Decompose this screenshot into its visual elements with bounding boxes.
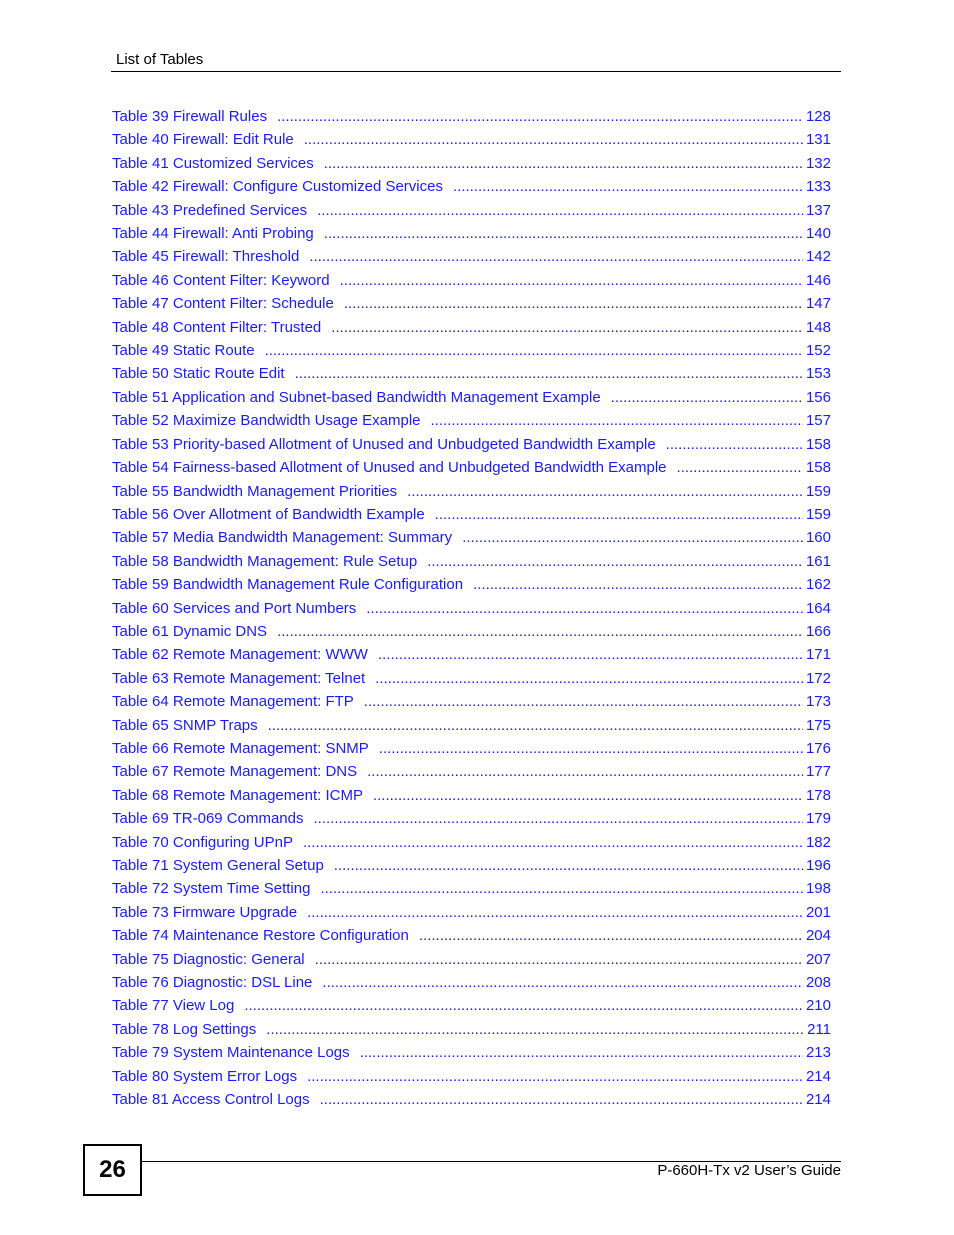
toc-dot-leader — [320, 1088, 803, 1111]
toc-dot-leader — [266, 1018, 804, 1041]
toc-entry-title[interactable]: Table 55 Bandwidth Management Priorities — [112, 482, 398, 500]
toc-entry[interactable] — [112, 1018, 831, 1041]
toc-entry[interactable] — [112, 105, 831, 128]
toc-dot-leader — [453, 175, 803, 198]
toc-dot-leader — [244, 994, 803, 1017]
toc-entry[interactable] — [112, 175, 831, 198]
toc-dot-leader — [307, 901, 803, 924]
toc-dot-leader — [431, 409, 803, 432]
toc-entry-title[interactable]: Table 56 Over Allotment of Bandwidth Example — [112, 505, 425, 523]
toc-entry-page[interactable]: 213 — [805, 1044, 831, 1062]
toc-entry-page[interactable]: 179 — [805, 810, 831, 828]
toc-entry[interactable] — [112, 971, 831, 994]
toc-entry-page[interactable]: 159 — [805, 482, 831, 500]
toc-entry[interactable] — [112, 339, 831, 362]
toc-entry-title[interactable]: Table 48 Content Filter: Trusted — [112, 318, 322, 336]
toc-dot-leader — [367, 760, 803, 783]
toc-entry-page[interactable]: 132 — [805, 154, 831, 172]
toc-entry[interactable] — [112, 269, 831, 292]
toc-entry-page[interactable]: 196 — [805, 857, 831, 874]
toc-entry-title[interactable]: Table 75 Diagnostic: General — [112, 950, 305, 968]
toc-entry[interactable] — [112, 901, 831, 924]
toc-entry-title[interactable]: Table 64 Remote Management: FTP — [112, 693, 354, 711]
toc-entry[interactable] — [112, 128, 831, 151]
toc-entry-page[interactable]: 171 — [805, 646, 831, 664]
toc-entry[interactable] — [112, 643, 831, 666]
toc-entry[interactable] — [112, 386, 831, 409]
toc-dot-leader — [324, 222, 803, 245]
toc-dot-leader — [407, 480, 803, 503]
toc-entry[interactable] — [112, 550, 831, 573]
toc-entry-page[interactable]: 140 — [805, 225, 831, 243]
toc-dot-leader — [427, 550, 803, 573]
toc-dot-leader — [473, 573, 803, 596]
toc-dot-leader — [375, 667, 803, 690]
toc-entry-page[interactable]: 160 — [805, 529, 831, 547]
toc-entry-title[interactable]: Table 47 Content Filter: Schedule — [112, 295, 334, 313]
toc-entry-title[interactable]: Table 70 Configuring UPnP — [112, 833, 293, 851]
toc-entry-page[interactable]: 164 — [805, 599, 831, 617]
toc-entry[interactable] — [112, 222, 831, 245]
toc-dot-leader — [324, 152, 803, 175]
toc-entry[interactable] — [112, 667, 831, 690]
toc-dot-leader — [379, 737, 803, 760]
toc-entry-page[interactable]: 214 — [805, 1091, 831, 1109]
toc-entry[interactable] — [112, 877, 831, 900]
toc-entry-page[interactable]: 207 — [805, 950, 831, 968]
toc-dot-leader — [373, 784, 803, 807]
list-of-tables — [112, 105, 831, 1111]
toc-dot-leader — [320, 877, 803, 900]
toc-dot-leader — [611, 386, 803, 409]
toc-entry-title[interactable]: Table 59 Bandwidth Management Rule Configuration — [112, 576, 464, 594]
toc-entry-title[interactable]: Table 67 Remote Management: DNS — [112, 763, 358, 781]
toc-entry-page[interactable]: 159 — [805, 505, 831, 523]
toc-entry-page[interactable]: 153 — [805, 365, 831, 383]
toc-entry[interactable] — [112, 573, 831, 596]
toc-entry[interactable] — [112, 807, 831, 830]
toc-entry-title[interactable]: Table 53 Priority-based Allotment of Unused and Unbudgeted Bandwidth Example — [112, 435, 656, 453]
toc-dot-leader — [268, 714, 803, 737]
toc-entry[interactable] — [112, 362, 831, 385]
toc-dot-leader — [277, 620, 803, 643]
toc-entry[interactable] — [112, 714, 831, 737]
toc-dot-leader — [313, 807, 802, 830]
toc-entry-page[interactable]: 128 — [805, 108, 831, 125]
toc-dot-leader — [322, 971, 803, 994]
toc-entry-title[interactable]: Table 68 Remote Management: ICMP — [112, 786, 363, 804]
toc-entry[interactable] — [112, 831, 831, 854]
toc-entry[interactable] — [112, 760, 831, 783]
toc-entry-title[interactable]: Table 62 Remote Management: WWW — [112, 646, 368, 664]
toc-dot-leader — [277, 105, 803, 128]
toc-entry-page[interactable]: 210 — [805, 997, 831, 1015]
toc-entry-page[interactable]: 177 — [805, 763, 831, 781]
toc-entry-title[interactable]: Table 73 Firmware Upgrade — [112, 903, 298, 921]
toc-entry[interactable] — [112, 152, 831, 175]
toc-dot-leader — [265, 339, 803, 362]
toc-entry-page[interactable]: 158 — [805, 459, 831, 477]
toc-entry-page[interactable]: 172 — [805, 669, 831, 687]
toc-entry-page[interactable]: 156 — [805, 388, 831, 406]
toc-entry-page[interactable]: 178 — [805, 786, 831, 804]
toc-entry-page[interactable]: 147 — [805, 295, 831, 313]
toc-entry[interactable] — [112, 1065, 831, 1088]
toc-entry[interactable] — [112, 292, 831, 315]
toc-entry-title[interactable]: Table 61 Dynamic DNS — [112, 622, 268, 640]
toc-dot-leader — [315, 948, 803, 971]
toc-entry[interactable] — [112, 1088, 831, 1111]
toc-entry[interactable] — [112, 480, 831, 503]
toc-entry[interactable] — [112, 924, 831, 947]
toc-entry-title[interactable]: Table 51 Application and Subnet-based Bandwidth Management Example — [112, 388, 601, 406]
running-header: List of Tables — [116, 51, 204, 68]
toc-dot-leader — [295, 362, 803, 385]
toc-entry-page[interactable]: 146 — [805, 271, 831, 289]
toc-entry-page[interactable]: 204 — [805, 927, 831, 945]
toc-dot-leader — [462, 526, 803, 549]
toc-entry-page[interactable]: 142 — [805, 248, 831, 266]
toc-entry-title[interactable]: Table 66 Remote Management: SNMP — [112, 739, 369, 757]
toc-entry[interactable] — [112, 948, 831, 971]
toc-entry-title[interactable]: Table 43 Predefined Services — [112, 201, 308, 219]
toc-entry[interactable] — [112, 620, 831, 643]
toc-entry-title[interactable]: Table 71 System General Setup — [112, 857, 324, 874]
toc-entry-title[interactable]: Table 52 Maximize Bandwidth Usage Example — [112, 412, 421, 430]
toc-entry-page[interactable]: 201 — [805, 903, 831, 921]
toc-dot-leader — [366, 597, 803, 620]
toc-dot-leader — [419, 924, 803, 947]
toc-entry-page[interactable]: 176 — [805, 739, 831, 757]
toc-dot-leader — [360, 1041, 803, 1064]
toc-entry-page[interactable]: 198 — [805, 880, 831, 898]
toc-entry[interactable] — [112, 690, 831, 713]
toc-entry-page[interactable]: 162 — [805, 576, 831, 594]
toc-entry-page[interactable]: 131 — [805, 131, 831, 149]
toc-entry-page[interactable]: 211 — [807, 1020, 831, 1038]
toc-entry-page[interactable]: 166 — [805, 622, 831, 640]
toc-entry-page[interactable]: 175 — [805, 716, 831, 734]
toc-entry[interactable] — [112, 503, 831, 526]
toc-entry-title[interactable]: Table 79 System Maintenance Logs — [112, 1044, 350, 1062]
toc-entry[interactable] — [112, 526, 831, 549]
toc-entry-page[interactable]: 173 — [805, 693, 831, 711]
toc-entry-title[interactable]: Table 41 Customized Services — [112, 154, 314, 172]
toc-entry-title[interactable]: Table 39 Firewall Rules — [112, 108, 268, 125]
toc-entry[interactable] — [112, 854, 831, 877]
guide-title: P-660H-Tx v2 User’s Guide — [657, 1162, 841, 1179]
toc-entry-title[interactable]: Table 74 Maintenance Restore Configuration — [112, 927, 409, 945]
toc-entry[interactable] — [112, 409, 831, 432]
header-rule — [111, 71, 841, 72]
toc-entry-title[interactable]: Table 50 Static Route Edit — [112, 365, 285, 383]
toc-entry-title[interactable]: Table 60 Services and Port Numbers — [112, 599, 357, 617]
toc-dot-leader — [677, 456, 803, 479]
toc-entry-title[interactable]: Table 76 Diagnostic: DSL Line — [112, 974, 313, 992]
toc-dot-leader — [334, 854, 803, 877]
toc-entry-page[interactable]: 137 — [805, 201, 831, 219]
toc-entry-title[interactable]: Table 65 SNMP Traps — [112, 716, 258, 734]
toc-entry-page[interactable]: 133 — [805, 178, 831, 196]
toc-entry-title[interactable]: Table 45 Firewall: Threshold — [112, 248, 300, 266]
toc-entry[interactable] — [112, 597, 831, 620]
toc-entry[interactable] — [112, 737, 831, 760]
toc-dot-leader — [303, 831, 803, 854]
toc-entry-page[interactable]: 161 — [805, 552, 831, 570]
toc-entry-title[interactable]: Table 63 Remote Management: Telnet — [112, 669, 366, 687]
toc-entry[interactable] — [112, 994, 831, 1017]
toc-dot-leader — [304, 128, 803, 151]
toc-entry-title[interactable]: Table 46 Content Filter: Keyword — [112, 271, 330, 289]
toc-entry-page[interactable]: 208 — [805, 974, 831, 992]
toc-dot-leader — [317, 199, 803, 222]
toc-dot-leader — [666, 433, 803, 456]
toc-entry[interactable] — [112, 784, 831, 807]
toc-entry-title[interactable]: Table 69 TR-069 Commands — [112, 810, 304, 828]
toc-dot-leader — [344, 292, 803, 315]
toc-entry-page[interactable]: 157 — [805, 412, 831, 430]
toc-entry-title[interactable]: Table 40 Firewall: Edit Rule — [112, 131, 294, 149]
toc-entry-title[interactable]: Table 72 System Time Setting — [112, 880, 311, 898]
toc-entry[interactable] — [112, 456, 831, 479]
toc-entry-title[interactable]: Table 42 Firewall: Configure Customized Services — [112, 178, 443, 196]
toc-entry-page[interactable]: 152 — [805, 342, 831, 360]
toc-entry-title[interactable]: Table 78 Log Settings — [112, 1020, 257, 1038]
toc-dot-leader — [340, 269, 803, 292]
toc-entry-page[interactable]: 182 — [805, 833, 831, 851]
page-number: 26 — [83, 1144, 142, 1196]
toc-dot-leader — [378, 643, 803, 666]
toc-entry-title[interactable]: Table 49 Static Route — [112, 342, 255, 360]
toc-entry-title[interactable]: Table 58 Bandwidth Management: Rule Setup — [112, 552, 418, 570]
toc-dot-leader — [307, 1065, 803, 1088]
toc-entry[interactable] — [112, 1041, 831, 1064]
toc-entry-title[interactable]: Table 54 Fairness-based Allotment of Unused and Unbudgeted Bandwidth Example — [112, 459, 667, 477]
toc-entry-title[interactable]: Table 44 Firewall: Anti Probing — [112, 225, 314, 243]
toc-entry-page[interactable]: 158 — [805, 435, 831, 453]
toc-entry-page[interactable]: 148 — [805, 318, 831, 336]
toc-entry-title[interactable]: Table 80 System Error Logs — [112, 1067, 298, 1085]
toc-entry[interactable] — [112, 199, 831, 222]
toc-entry-title[interactable]: Table 77 View Log — [112, 997, 235, 1015]
toc-entry[interactable] — [112, 433, 831, 456]
toc-entry[interactable] — [112, 316, 831, 339]
toc-dot-leader — [435, 503, 803, 526]
toc-entry-page[interactable]: 214 — [805, 1067, 831, 1085]
toc-dot-leader — [364, 690, 803, 713]
toc-entry-title[interactable]: Table 81 Access Control Logs — [112, 1091, 310, 1109]
toc-dot-leader — [331, 316, 803, 339]
toc-dot-leader — [309, 245, 803, 268]
toc-entry[interactable] — [112, 245, 831, 268]
toc-entry-title[interactable]: Table 57 Media Bandwidth Management: Summary — [112, 529, 453, 547]
